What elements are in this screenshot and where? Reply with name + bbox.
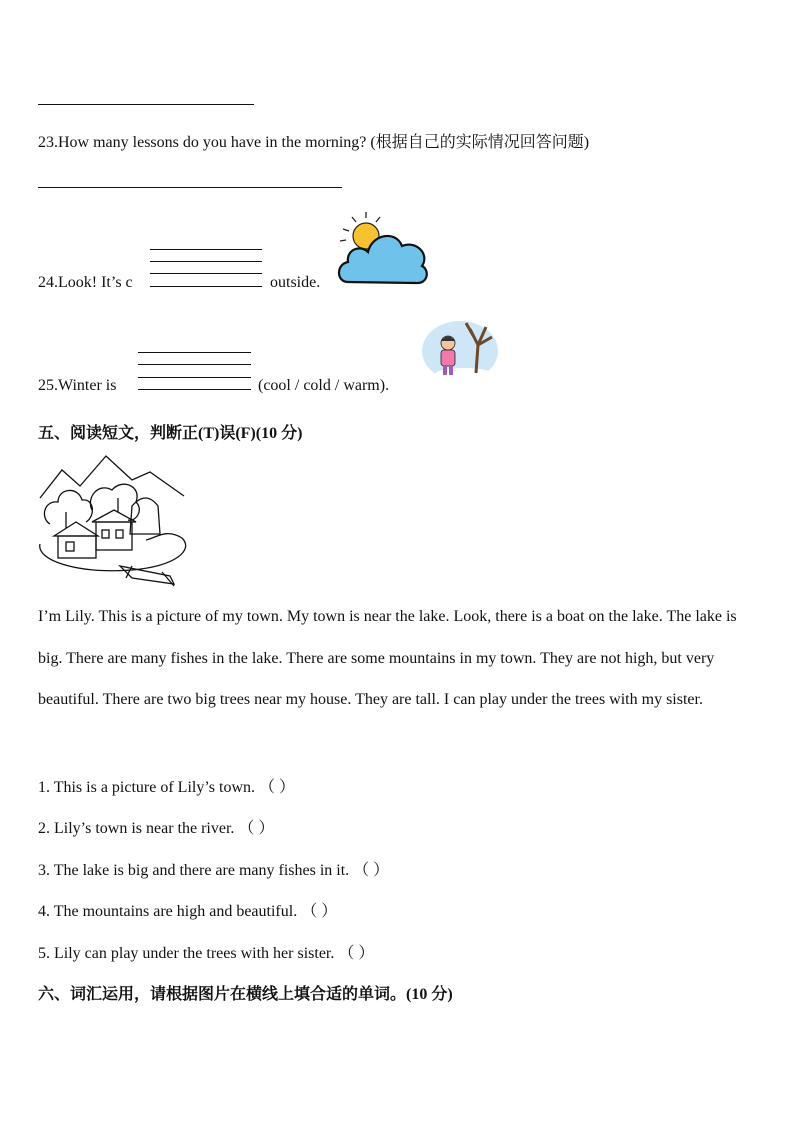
answer-line-q22[interactable] (38, 104, 254, 105)
town-lake-image (36, 452, 192, 588)
tf-item-4: 4. The mountains are high and beautiful. （ ） (38, 903, 338, 920)
writing-guide-line (138, 364, 251, 365)
writing-guide-line (150, 273, 262, 274)
answer-line-q23[interactable] (38, 187, 342, 188)
question-25-prefix: 25.Winter is (38, 377, 117, 394)
question-24-prefix: 24.Look! It’s c (38, 274, 133, 291)
section-5-title: 五、阅读短文，判断正(T)误(F)(10 分) (38, 425, 303, 442)
answer-line-q24[interactable] (150, 286, 262, 287)
reading-passage: I’m Lily. This is a picture of my town. My town is near the lake. Look, there is a boat on the lake. The lake is big. There are many fishes in the lake. There are some mountains in my town. They are not high, but very beautiful. There are two big trees near my house. They are tall. I can play under the trees with my sister. (38, 608, 737, 708)
writing-guide-line (150, 261, 262, 262)
question-25-suffix: (cool / cold / warm). (258, 377, 390, 394)
answer-line-q25[interactable] (138, 389, 251, 390)
writing-guide-line (138, 352, 251, 353)
tf-item-2: 2. Lily’s town is near the river. （ ） (38, 820, 275, 837)
section-6-title: 六、词汇运用，请根据图片在横线上填合适的单词。(10 分) (38, 986, 453, 1003)
writing-guide-line (138, 377, 251, 378)
tf-item-5: 5. Lily can play under the trees with her sister. （ ） (38, 945, 375, 962)
cloudy-weather-image (334, 210, 430, 288)
question-24-suffix: outside. (270, 274, 321, 291)
winter-girl-image (420, 315, 500, 383)
question-23: 23.How many lessons do you have in the morning? (根据自己的实际情况回答问题) (38, 134, 590, 151)
tf-item-3: 3. The lake is big and there are many fishes in it. （ ） (38, 862, 390, 879)
writing-guide-line (150, 249, 262, 250)
tf-item-1: 1. This is a picture of Lily’s town. （ ） (38, 779, 296, 796)
